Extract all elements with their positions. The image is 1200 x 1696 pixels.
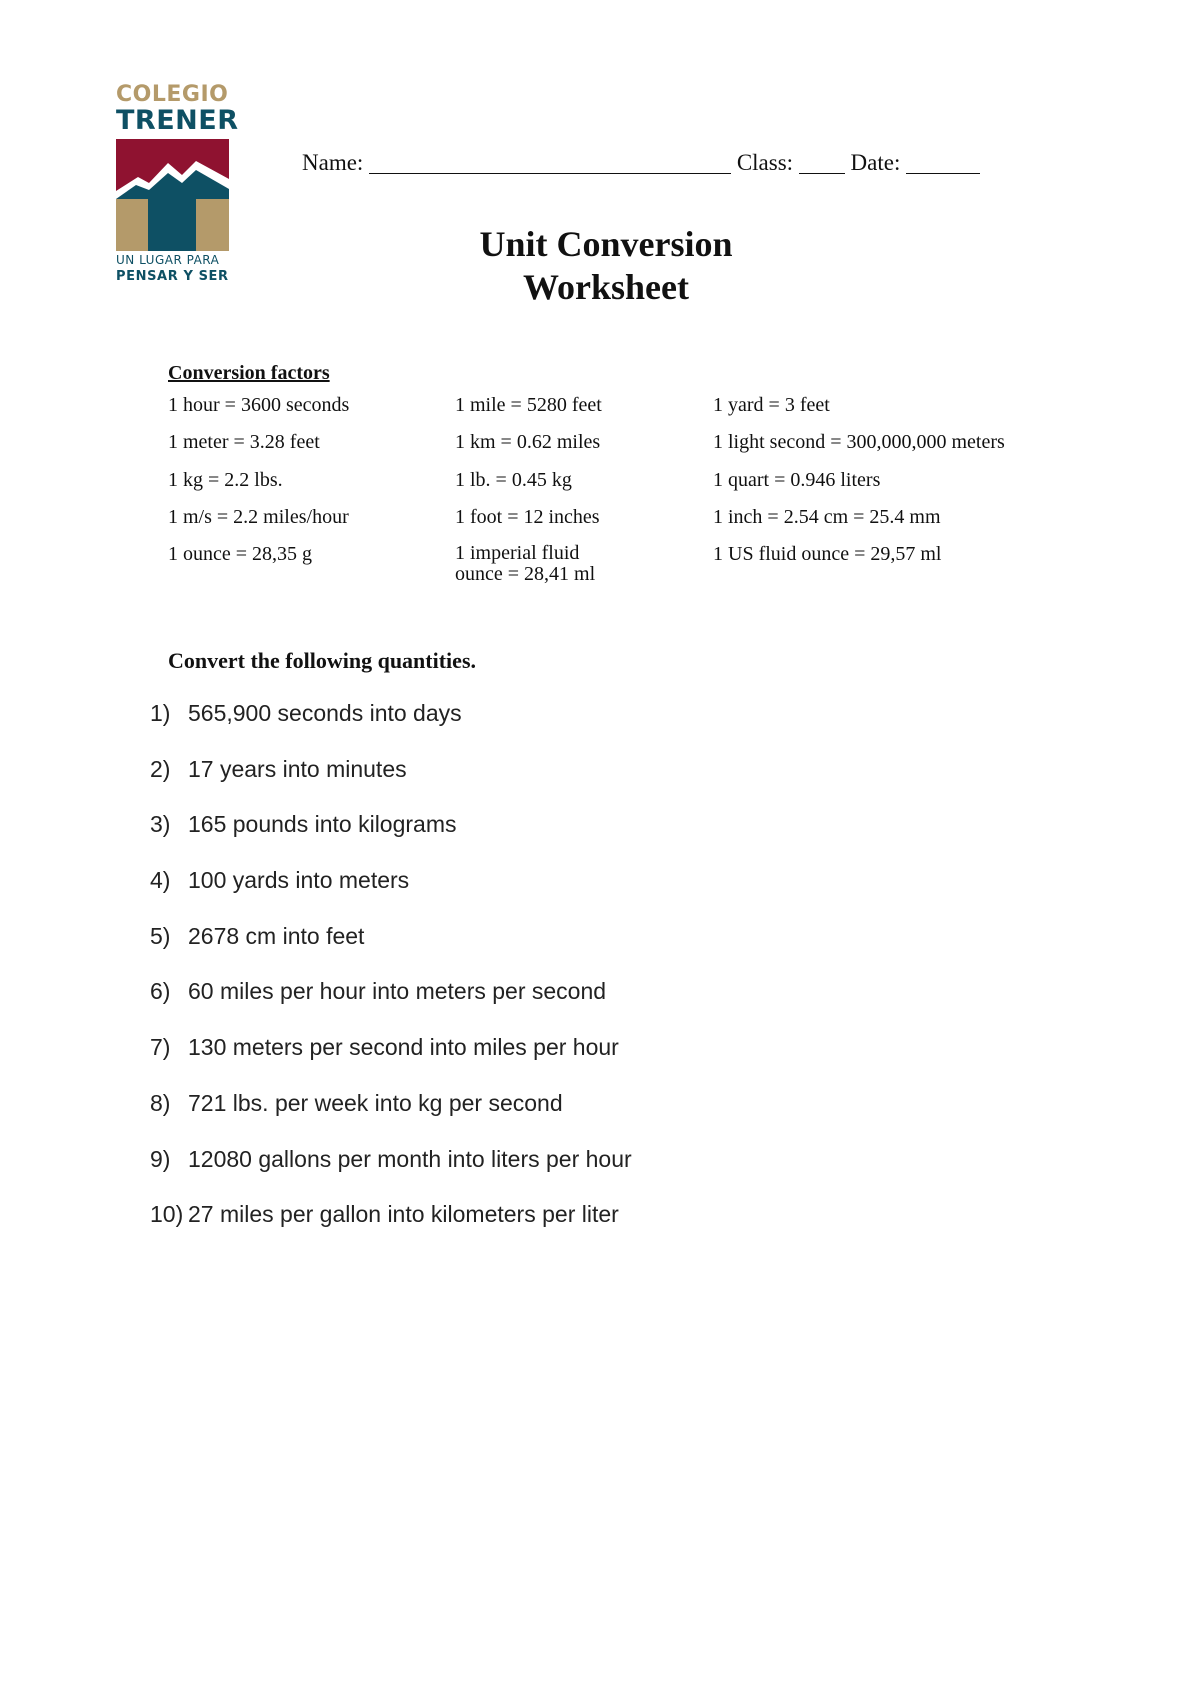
question-number: 4) (150, 867, 171, 894)
factor-cell: 1 km = 0.62 miles (455, 431, 601, 453)
logo-tagline-1: UN LUGAR PARA (116, 253, 220, 267)
question-text: 17 years into minutes (188, 755, 407, 782)
date-label: Date: (850, 150, 901, 175)
logo-text-trener: TRENER (116, 105, 239, 136)
question-item (150, 1145, 632, 1201)
student-info-line (302, 150, 980, 176)
factor-cell: 1 US fluid ounce = 29,57 ml (713, 543, 942, 565)
question-number: 1) (150, 700, 171, 726)
factor-cell: 1 kg = 2.2 lbs. (168, 469, 283, 491)
question-item (150, 810, 632, 866)
factors-row (168, 394, 1073, 431)
conversion-factors-heading: Conversion factors (168, 362, 330, 384)
question-text: 2678 cm into feet (188, 922, 365, 949)
factor-cell: 1 lb. = 0.45 kg (455, 469, 572, 491)
class-label: Class: (736, 150, 794, 175)
question-item (150, 699, 632, 755)
question-number: 10) (150, 1201, 184, 1228)
question-text: 165 pounds into kilograms (188, 811, 457, 838)
question-number: 6) (150, 978, 171, 1005)
title-line-2: Worksheet (523, 267, 689, 307)
factor-cell: 1 ounce = 28,35 g (168, 543, 313, 565)
question-item (150, 1033, 632, 1089)
question-item (150, 866, 632, 922)
question-item (150, 755, 632, 811)
question-item (150, 1200, 632, 1256)
question-number: 8) (150, 1089, 171, 1116)
factor-cell-line-1: 1 imperial fluid (455, 542, 580, 564)
factor-cell: 1 yard = 3 feet (713, 394, 830, 416)
logo-tagline-2: PENSAR Y SER (116, 268, 229, 284)
conversion-factors-table (168, 394, 1073, 587)
question-number: 9) (150, 1145, 171, 1172)
question-number: 2) (150, 755, 171, 782)
question-text: 27 miles per gallon into kilometers per liter (188, 1201, 619, 1228)
factor-cell: 1 light second = 300,000,000 meters (713, 431, 1005, 453)
question-number: 3) (150, 811, 171, 838)
page-title (0, 223, 1200, 309)
instructions-heading: Convert the following quantities. (168, 648, 476, 673)
question-text: 565,900 seconds into days (188, 700, 462, 726)
factors-row (168, 431, 1073, 469)
question-text: 60 miles per hour into meters per second (188, 978, 607, 1005)
factor-cell (455, 543, 713, 587)
factor-cell: 1 foot = 12 inches (455, 506, 600, 528)
factors-row (168, 543, 1073, 587)
question-list (150, 699, 632, 1256)
factor-cell: 1 mile = 5280 feet (455, 394, 602, 416)
factors-row (168, 506, 1073, 543)
question-item (150, 922, 632, 978)
factors-row (168, 469, 1073, 506)
date-blank-field[interactable] (906, 151, 980, 174)
question-text: 100 yards into meters (188, 867, 410, 894)
name-label: Name: (302, 150, 364, 175)
title-line-1: Unit Conversion (479, 224, 733, 264)
question-number: 5) (150, 922, 171, 949)
factor-cell: 1 hour = 3600 seconds (168, 394, 350, 416)
factor-cell-line-2: ounce = 28,41 ml (455, 563, 596, 585)
factor-cell: 1 m/s = 2.2 miles/hour (168, 506, 349, 528)
logo-text-colegio: COLEGIO (116, 82, 229, 107)
question-item (150, 1089, 632, 1145)
question-text: 130 meters per second into miles per hour (188, 1034, 619, 1061)
name-blank-field[interactable] (369, 151, 731, 174)
factor-cell: 1 inch = 2.54 cm = 25.4 mm (713, 506, 941, 528)
question-text: 12080 gallons per month into liters per hour (188, 1145, 632, 1172)
class-blank-field[interactable] (799, 151, 845, 174)
factor-cell: 1 meter = 3.28 feet (168, 431, 320, 453)
factor-cell: 1 quart = 0.946 liters (713, 469, 881, 491)
question-number: 7) (150, 1034, 171, 1061)
question-text: 721 lbs. per week into kg per second (188, 1089, 563, 1116)
question-item (150, 977, 632, 1033)
